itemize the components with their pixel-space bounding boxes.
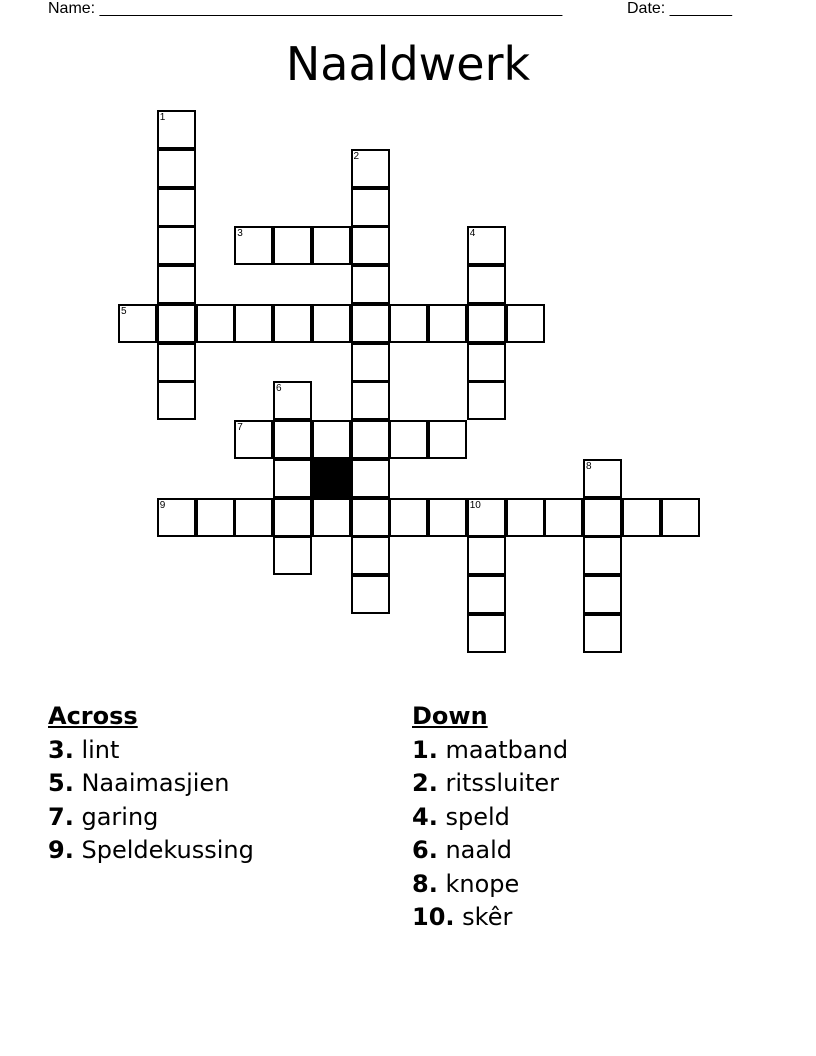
down-clue: 1. maatband (412, 735, 569, 764)
crossword-cell[interactable] (467, 381, 506, 420)
across-clue: 5. Naaimasjien (48, 769, 230, 797)
date-field[interactable]: Date: _______ (627, 0, 732, 17)
down-clue: 4. speld (412, 802, 510, 831)
cell-number: 3 (237, 228, 243, 240)
crossword-cell[interactable] (506, 304, 545, 343)
down-heading: Down (412, 702, 488, 730)
cell-number: 10 (469, 499, 481, 511)
crossword-cell[interactable] (506, 498, 545, 537)
crossword-cell[interactable] (351, 381, 390, 420)
crossword-cell[interactable] (467, 575, 506, 614)
cell-number: 5 (121, 305, 127, 317)
crossword-cell[interactable] (234, 304, 273, 343)
crossword-cell[interactable] (312, 226, 351, 265)
across-heading: Across (48, 702, 138, 730)
crossword-cell[interactable] (467, 536, 506, 575)
cell-number: 8 (586, 460, 592, 472)
crossword-cell[interactable] (273, 226, 312, 265)
crossword-cell[interactable] (312, 498, 351, 537)
crossword-cell[interactable] (157, 304, 196, 343)
crossword-cell[interactable] (157, 381, 196, 420)
crossword-cell[interactable] (351, 498, 390, 537)
crossword-cell[interactable] (273, 459, 312, 498)
across-clue: 3. lint (48, 735, 120, 764)
across-clues (48, 700, 254, 868)
crossword-cell[interactable] (157, 149, 196, 188)
crossword-cell[interactable] (351, 420, 390, 459)
crossword-cell[interactable] (351, 226, 390, 265)
crossword-cell[interactable] (467, 304, 506, 343)
crossword-cell[interactable] (351, 575, 390, 614)
crossword-cell[interactable] (273, 420, 312, 459)
crossword-cell[interactable] (273, 304, 312, 343)
crossword-cell[interactable] (351, 188, 390, 227)
cell-number: 9 (159, 499, 166, 511)
crossword-cell[interactable] (622, 498, 661, 537)
across-clue: 7. garing (48, 802, 159, 831)
down-clue: 6. naald (412, 836, 512, 864)
crossword-cell[interactable] (157, 188, 196, 227)
crossword-cell[interactable] (351, 343, 390, 382)
crossword-cell[interactable] (389, 304, 428, 343)
cell-number: 7 (237, 422, 243, 433)
crossword-cell[interactable] (428, 304, 467, 343)
crossword-cell[interactable] (389, 498, 428, 537)
crossword-cell[interactable] (312, 304, 351, 343)
crossword-cell[interactable] (583, 575, 622, 614)
crossword-cell[interactable] (157, 226, 196, 265)
crossword-cell[interactable] (351, 536, 390, 575)
crossword-cell[interactable] (196, 304, 235, 343)
cell-number: 6 (276, 383, 282, 395)
crossword-cell[interactable] (312, 420, 351, 459)
crossword-cell[interactable] (273, 536, 312, 575)
crossword-cell[interactable] (234, 498, 273, 537)
down-clues (412, 700, 568, 935)
crossword-cell[interactable] (467, 265, 506, 304)
crossword-cell[interactable] (351, 459, 390, 498)
crossword-cell[interactable] (389, 420, 428, 459)
crossword-cell[interactable] (157, 265, 196, 304)
crossword-cell[interactable] (351, 304, 390, 343)
crossword-cell[interactable] (428, 498, 467, 537)
crossword-cell[interactable] (583, 614, 622, 653)
puzzle-title: Naaldwerk (285, 37, 531, 91)
down-clue: 8. knope (412, 869, 520, 898)
name-field[interactable]: Name: ____________________________________________________ (48, 0, 563, 17)
cell-number: 1 (159, 112, 166, 123)
crossword-cell[interactable] (273, 498, 312, 537)
crossword-cell[interactable] (157, 343, 196, 382)
crossword-cell[interactable] (196, 498, 235, 537)
cell-number: 2 (353, 150, 360, 162)
across-clue: 9. Speldekussing (48, 836, 254, 864)
crossword-cell[interactable] (428, 420, 467, 459)
crossword-cell[interactable] (583, 498, 622, 537)
down-clue: 10. skêr (412, 903, 513, 931)
crossword-block (312, 459, 351, 498)
crossword-cell[interactable] (467, 614, 506, 653)
down-clue: 2. ritssluiter (412, 769, 560, 797)
crossword-cell[interactable] (351, 265, 390, 304)
crossword-cell[interactable] (661, 498, 700, 537)
crossword-cell[interactable] (544, 498, 583, 537)
cell-number: 4 (469, 228, 476, 240)
crossword-cell[interactable] (583, 536, 622, 575)
crossword-cell[interactable] (467, 343, 506, 382)
